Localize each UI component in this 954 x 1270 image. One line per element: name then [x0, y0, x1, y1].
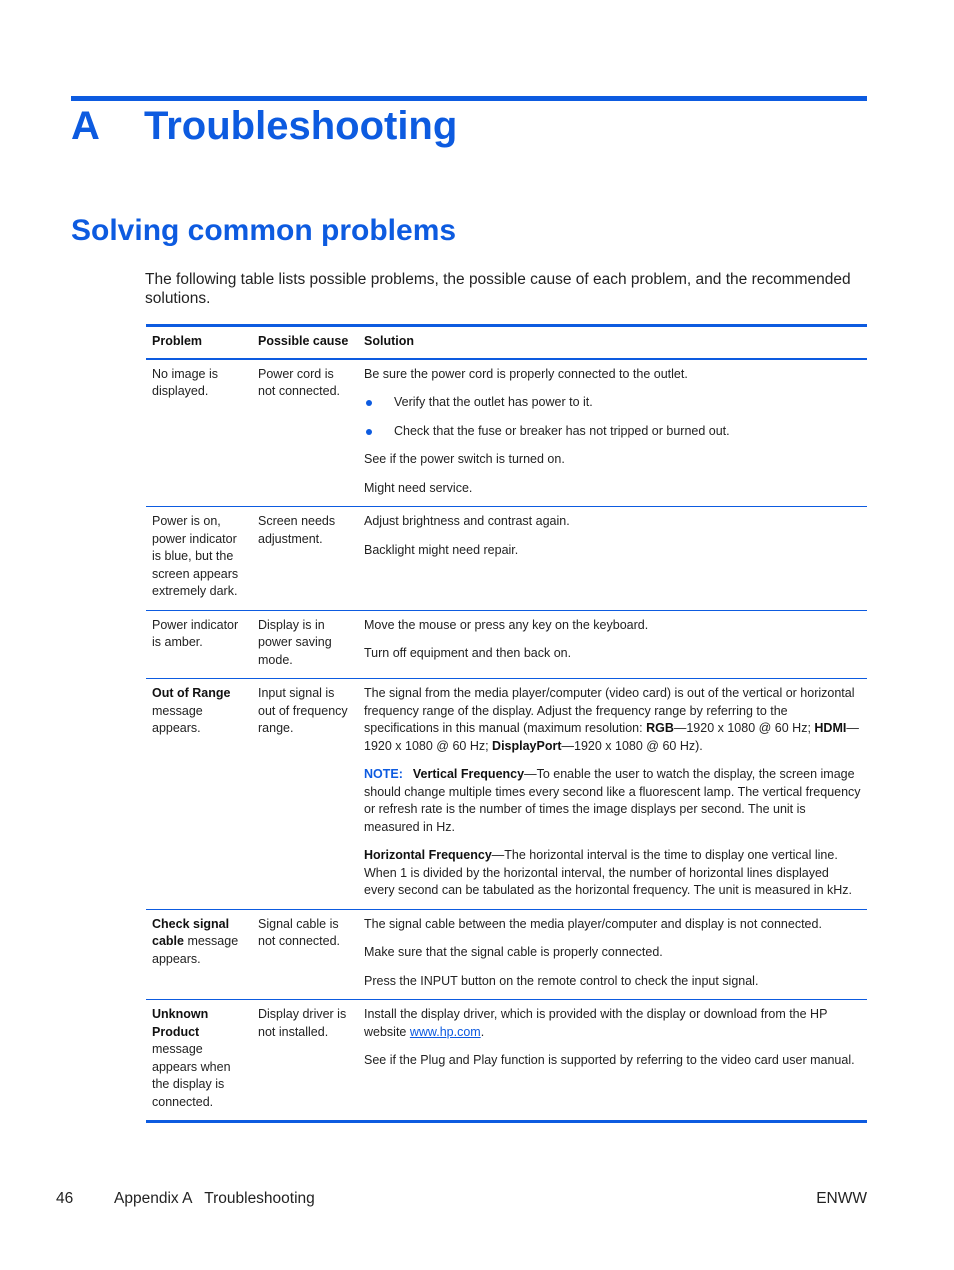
- solution-text: [364, 685, 861, 755]
- note-label: NOTE:: [364, 767, 403, 781]
- header-cause: Possible cause: [258, 334, 349, 348]
- header-solution: Solution: [364, 334, 414, 348]
- vertical-frequency-label: Vertical Frequency: [412, 767, 525, 781]
- cause-cell: Power cord is not connected.: [258, 366, 341, 398]
- bullet-icon: [366, 429, 372, 435]
- page-footer: [56, 1190, 867, 1208]
- problem-keyword: Out of Range: [152, 686, 231, 700]
- problem-text: message appears.: [152, 934, 239, 966]
- problem-cell: Power indicator is amber.: [152, 617, 239, 649]
- solution-cell: [358, 507, 867, 611]
- horizontal-frequency-label: Horizontal Frequency: [364, 848, 492, 862]
- problem-cell: [146, 679, 252, 910]
- solution-cell: [358, 359, 867, 507]
- horizontal-frequency-paragraph: [364, 847, 861, 900]
- troubleshooting-table: [146, 324, 867, 1123]
- solution-text: The signal cable between the media player/computer and display is not connected.: [364, 916, 822, 931]
- cause-cell: Signal cable is not connected.: [258, 916, 341, 948]
- solution-text: [364, 1006, 861, 1041]
- solution-cell: [358, 909, 867, 1000]
- table-row: [146, 909, 867, 1000]
- solution-cell: [358, 610, 867, 679]
- rgb-value: —1920 x 1080 @ 60 Hz;: [673, 721, 815, 735]
- table-row: [146, 507, 867, 611]
- chapter-rule: [71, 96, 867, 101]
- table-row: [146, 359, 867, 507]
- chapter-letter: A: [71, 104, 100, 148]
- page-number: 46: [56, 1190, 74, 1207]
- solution-cell: [358, 679, 867, 910]
- displayport-label: DisplayPort: [492, 738, 562, 753]
- hdmi-value: —1920 x 1080 @ 60 Hz;: [364, 721, 859, 753]
- table-header-row: [146, 326, 867, 359]
- solution-text-part: Install the display driver, which is provided with the display or download from the HP website: [364, 1007, 828, 1039]
- solution-text: Press the INPUT button on the remote control to check the input signal.: [364, 973, 759, 988]
- note-paragraph: [364, 766, 861, 836]
- chapter-heading: [71, 104, 457, 149]
- bullet-text: Verify that the outlet has power to it.: [394, 395, 593, 409]
- solution-text: Be sure the power cord is properly connected to the outlet.: [364, 366, 688, 381]
- footer-locale: ENWW: [816, 1190, 867, 1207]
- displayport-value: —1920 x 1080 @ 60 Hz).: [561, 738, 703, 753]
- problem-cell: Power is on, power indicator is blue, but the screen appears extremely dark.: [152, 514, 239, 598]
- problem-keyword: Check signal cable: [152, 916, 230, 948]
- problem-cell: [146, 1000, 252, 1122]
- section-title: Solving common problems: [71, 214, 457, 247]
- intro-paragraph: The following table lists possible problems, the possible cause of each problem, and the recommended solutions.: [145, 271, 851, 307]
- table-row: [146, 1000, 867, 1122]
- solution-text: Adjust brightness and contrast again.: [364, 514, 570, 528]
- horizontal-frequency-text: —The horizontal interval is the time to display one vertical line. When 1 is divided by the horizontal interval, the number of horizontal lines displayed every second can be tabulated as the horizontal frequency. The unit is measured in kHz.: [364, 848, 853, 897]
- problem-text: message appears.: [152, 703, 203, 735]
- bullet-item: [364, 394, 861, 412]
- problem-cell: No image is displayed.: [152, 366, 218, 398]
- chapter-title: Troubleshooting: [144, 104, 458, 148]
- cause-cell: Display is in power saving mode.: [258, 617, 332, 667]
- cause-cell: Display driver is not installed.: [258, 1007, 347, 1039]
- rgb-label: RGB: [646, 721, 674, 735]
- table-row: [146, 610, 867, 679]
- solution-text: Might need service.: [364, 480, 473, 495]
- footer-title: Appendix A Troubleshooting: [114, 1190, 315, 1207]
- cause-cell: Screen needs adjustment.: [258, 514, 336, 546]
- vertical-frequency-text: —To enable the user to watch the display, the screen image should change multiple times every second like a fluorescent lamp. The vertical frequency or refresh rate is the number of times the image displays per second. The unit is measured in Hz.: [364, 767, 861, 834]
- solution-text-part: The signal from the media player/computer (video card) is out of the vertical or horizontal frequency range of the display. Adjust the frequency range by referring to the specifications in this manual (maximum resolution:: [364, 686, 855, 735]
- table-row: [146, 679, 867, 910]
- bullet-text: Check that the fuse or breaker has not tripped or burned out.: [394, 423, 730, 438]
- hp-website-link[interactable]: www.hp.com: [409, 1024, 481, 1039]
- cause-cell: Input signal is out of frequency range.: [258, 686, 348, 735]
- hdmi-label: HDMI: [814, 721, 847, 735]
- header-problem: Problem: [152, 334, 203, 348]
- bullet-item: [364, 423, 861, 441]
- solution-text: See if the Plug and Play function is supported by referring to the video card user manual.: [364, 1053, 855, 1067]
- solution-text: Make sure that the signal cable is properly connected.: [364, 945, 663, 959]
- solution-text: Backlight might need repair.: [364, 542, 519, 557]
- solution-text: Turn off equipment and then back on.: [364, 646, 572, 660]
- solution-cell: [358, 1000, 867, 1122]
- problem-keyword: Unknown Product: [152, 1007, 209, 1039]
- problem-text: message appears when the display is connected.: [152, 1042, 231, 1109]
- problem-cell: [146, 909, 252, 1000]
- solution-text: Move the mouse or press any key on the keyboard.: [364, 617, 649, 632]
- solution-text-part: .: [480, 1024, 485, 1039]
- solution-text: See if the power switch is turned on.: [364, 452, 565, 466]
- bullet-icon: [366, 400, 372, 406]
